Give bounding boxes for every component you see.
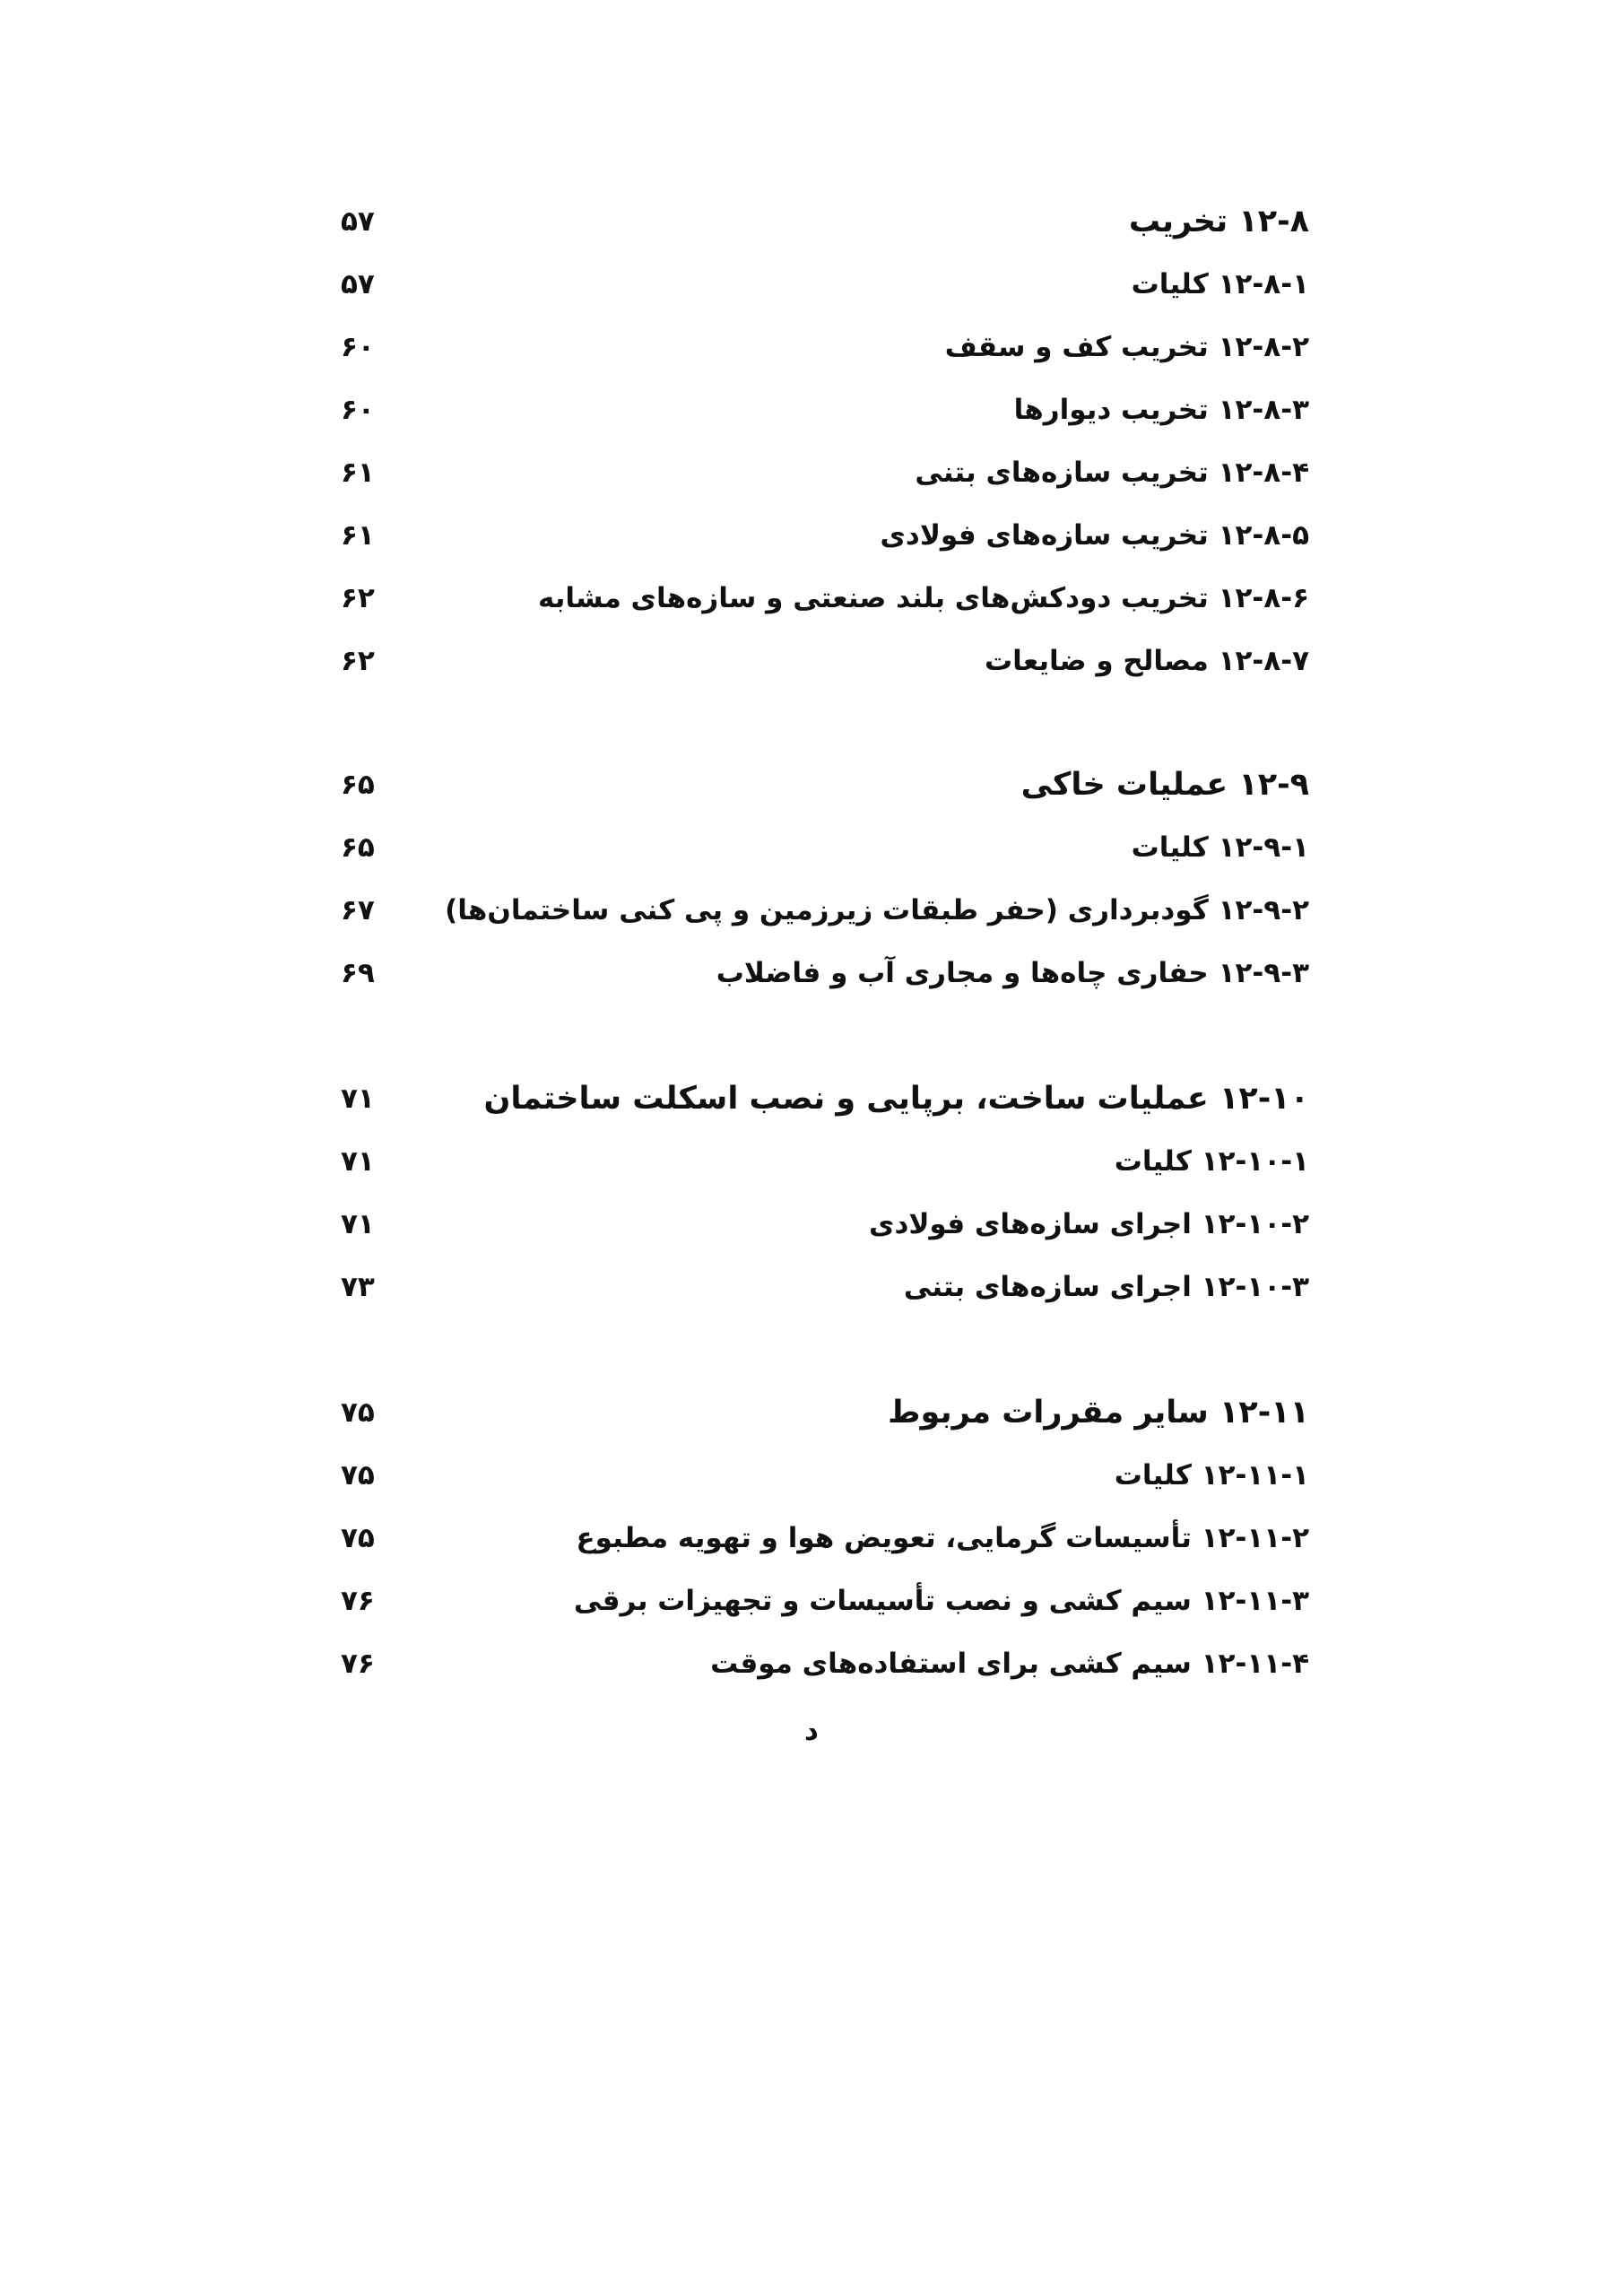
toc-entry <box>341 441 1309 504</box>
toc-subsection-title: ۱۲-۸-۲ تخریب کف و سقف <box>944 331 1309 363</box>
toc-section-title: ۱۲-۱۰ عملیات ساخت، برپایی و نصب اسکلت ساختمان <box>483 1081 1309 1117</box>
toc-subsection-title: ۱۲-۱۱-۳ سیم کشی و نصب تأسیسات و تجهیزات برقی <box>573 1585 1309 1617</box>
toc-entry <box>341 1444 1309 1507</box>
toc-page-number: ۷۵ <box>341 1459 375 1492</box>
toc-subsection-title: ۱۲-۸-۶ تخریب دودکش‌های بلند صنعتی و سازه‌های مشابه <box>537 582 1309 614</box>
toc-page-number: ۵۷ <box>341 205 375 238</box>
toc-entry <box>341 879 1309 942</box>
toc-page-number: ۶۰ <box>341 394 375 426</box>
toc-entry <box>341 630 1309 692</box>
toc-subsection-title: ۱۲-۱۱-۱ کلیات <box>1114 1459 1309 1492</box>
toc-entry <box>341 253 1309 316</box>
toc-entry <box>341 1570 1309 1632</box>
toc-subsection-title: ۱۲-۹-۱ کلیات <box>1131 831 1309 864</box>
toc-page-number: ۶۷ <box>341 894 375 926</box>
toc-entry <box>341 1130 1309 1193</box>
toc-entry <box>341 567 1309 630</box>
toc-page-number: ۷۶ <box>341 1648 375 1680</box>
toc-page-number: ۷۱ <box>341 1208 375 1240</box>
toc-page-number: ۶۲ <box>341 582 375 614</box>
toc-entry <box>341 504 1309 567</box>
toc-page-number: ۷۵ <box>341 1522 375 1554</box>
toc-entry <box>341 1256 1309 1318</box>
toc-page-number: ۵۷ <box>341 268 375 300</box>
toc-subsection-title: ۱۲-۸-۵ تخریب سازه‌های فولادی <box>880 519 1309 552</box>
toc-page-number: ۶۱ <box>341 457 375 489</box>
toc-entry <box>341 816 1309 879</box>
toc-page-number: ۷۳ <box>341 1271 375 1303</box>
toc-entry <box>341 1507 1309 1570</box>
toc-page-number: ۶۰ <box>341 331 375 363</box>
toc-subsection-title: ۱۲-۱۰-۳ اجرای سازه‌های بتنی <box>903 1271 1309 1303</box>
toc-entry <box>341 1067 1309 1130</box>
toc-section-title: ۱۲-۱۱ سایر مقررات مربوط <box>888 1395 1309 1431</box>
toc-section-title: ۱۲-۸ تخریب <box>1128 204 1309 239</box>
toc-page-number: ۶۲ <box>341 645 375 677</box>
footer-page-number: د <box>804 1715 819 1747</box>
toc-subsection-title: ۱۲-۹-۳ حفاری چاه‌ها و مجاری آب و فاضلاب <box>716 957 1309 989</box>
toc-subsection-title: ۱۲-۱۰-۲ اجرای سازه‌های فولادی <box>869 1208 1309 1240</box>
toc-subsection-title: ۱۲-۱۰-۱ کلیات <box>1114 1145 1309 1178</box>
toc-section-title: ۱۲-۹ عملیات خاکی <box>1020 767 1309 803</box>
toc-entry <box>341 1632 1309 1695</box>
toc-subsection-title: ۱۲-۱۱-۲ تأسیسات گرمایی، تعویض هوا و تهویه مطبوع <box>576 1522 1309 1554</box>
toc-entry <box>341 316 1309 378</box>
toc-subsection-title: ۱۲-۸-۱ کلیات <box>1131 268 1309 300</box>
toc-subsection-title: ۱۲-۸-۷ مصالح و ضایعات <box>985 645 1309 677</box>
toc-entry <box>341 942 1309 1004</box>
toc-page-number: ۷۵ <box>341 1396 375 1429</box>
toc-entry <box>341 190 1309 253</box>
toc-entry <box>341 753 1309 816</box>
toc-entry <box>341 1381 1309 1444</box>
toc-subsection-title: ۱۲-۸-۴ تخریب سازه‌های بتنی <box>915 457 1309 489</box>
toc-page-number: ۶۵ <box>341 769 375 801</box>
toc-entry <box>341 378 1309 441</box>
toc-page-number: ۷۱ <box>341 1083 375 1115</box>
toc-entry <box>341 1193 1309 1256</box>
toc-page-number: ۷۶ <box>341 1585 375 1617</box>
toc-subsection-title: ۱۲-۸-۳ تخریب دیوارها <box>1013 394 1309 426</box>
toc-page-number: ۷۱ <box>341 1145 375 1178</box>
toc-page-number: ۶۵ <box>341 831 375 864</box>
toc-page-number: ۶۹ <box>341 957 375 989</box>
toc-subsection-title: ۱۲-۱۱-۴ سیم کشی برای استفاده‌های موقت <box>710 1648 1309 1680</box>
toc-page-number: ۶۱ <box>341 519 375 552</box>
toc-subsection-title: ۱۲-۹-۲ گودبرداری (حفر طبقات زیرزمین و پی کنی ساختمان‌ها) <box>445 894 1309 926</box>
